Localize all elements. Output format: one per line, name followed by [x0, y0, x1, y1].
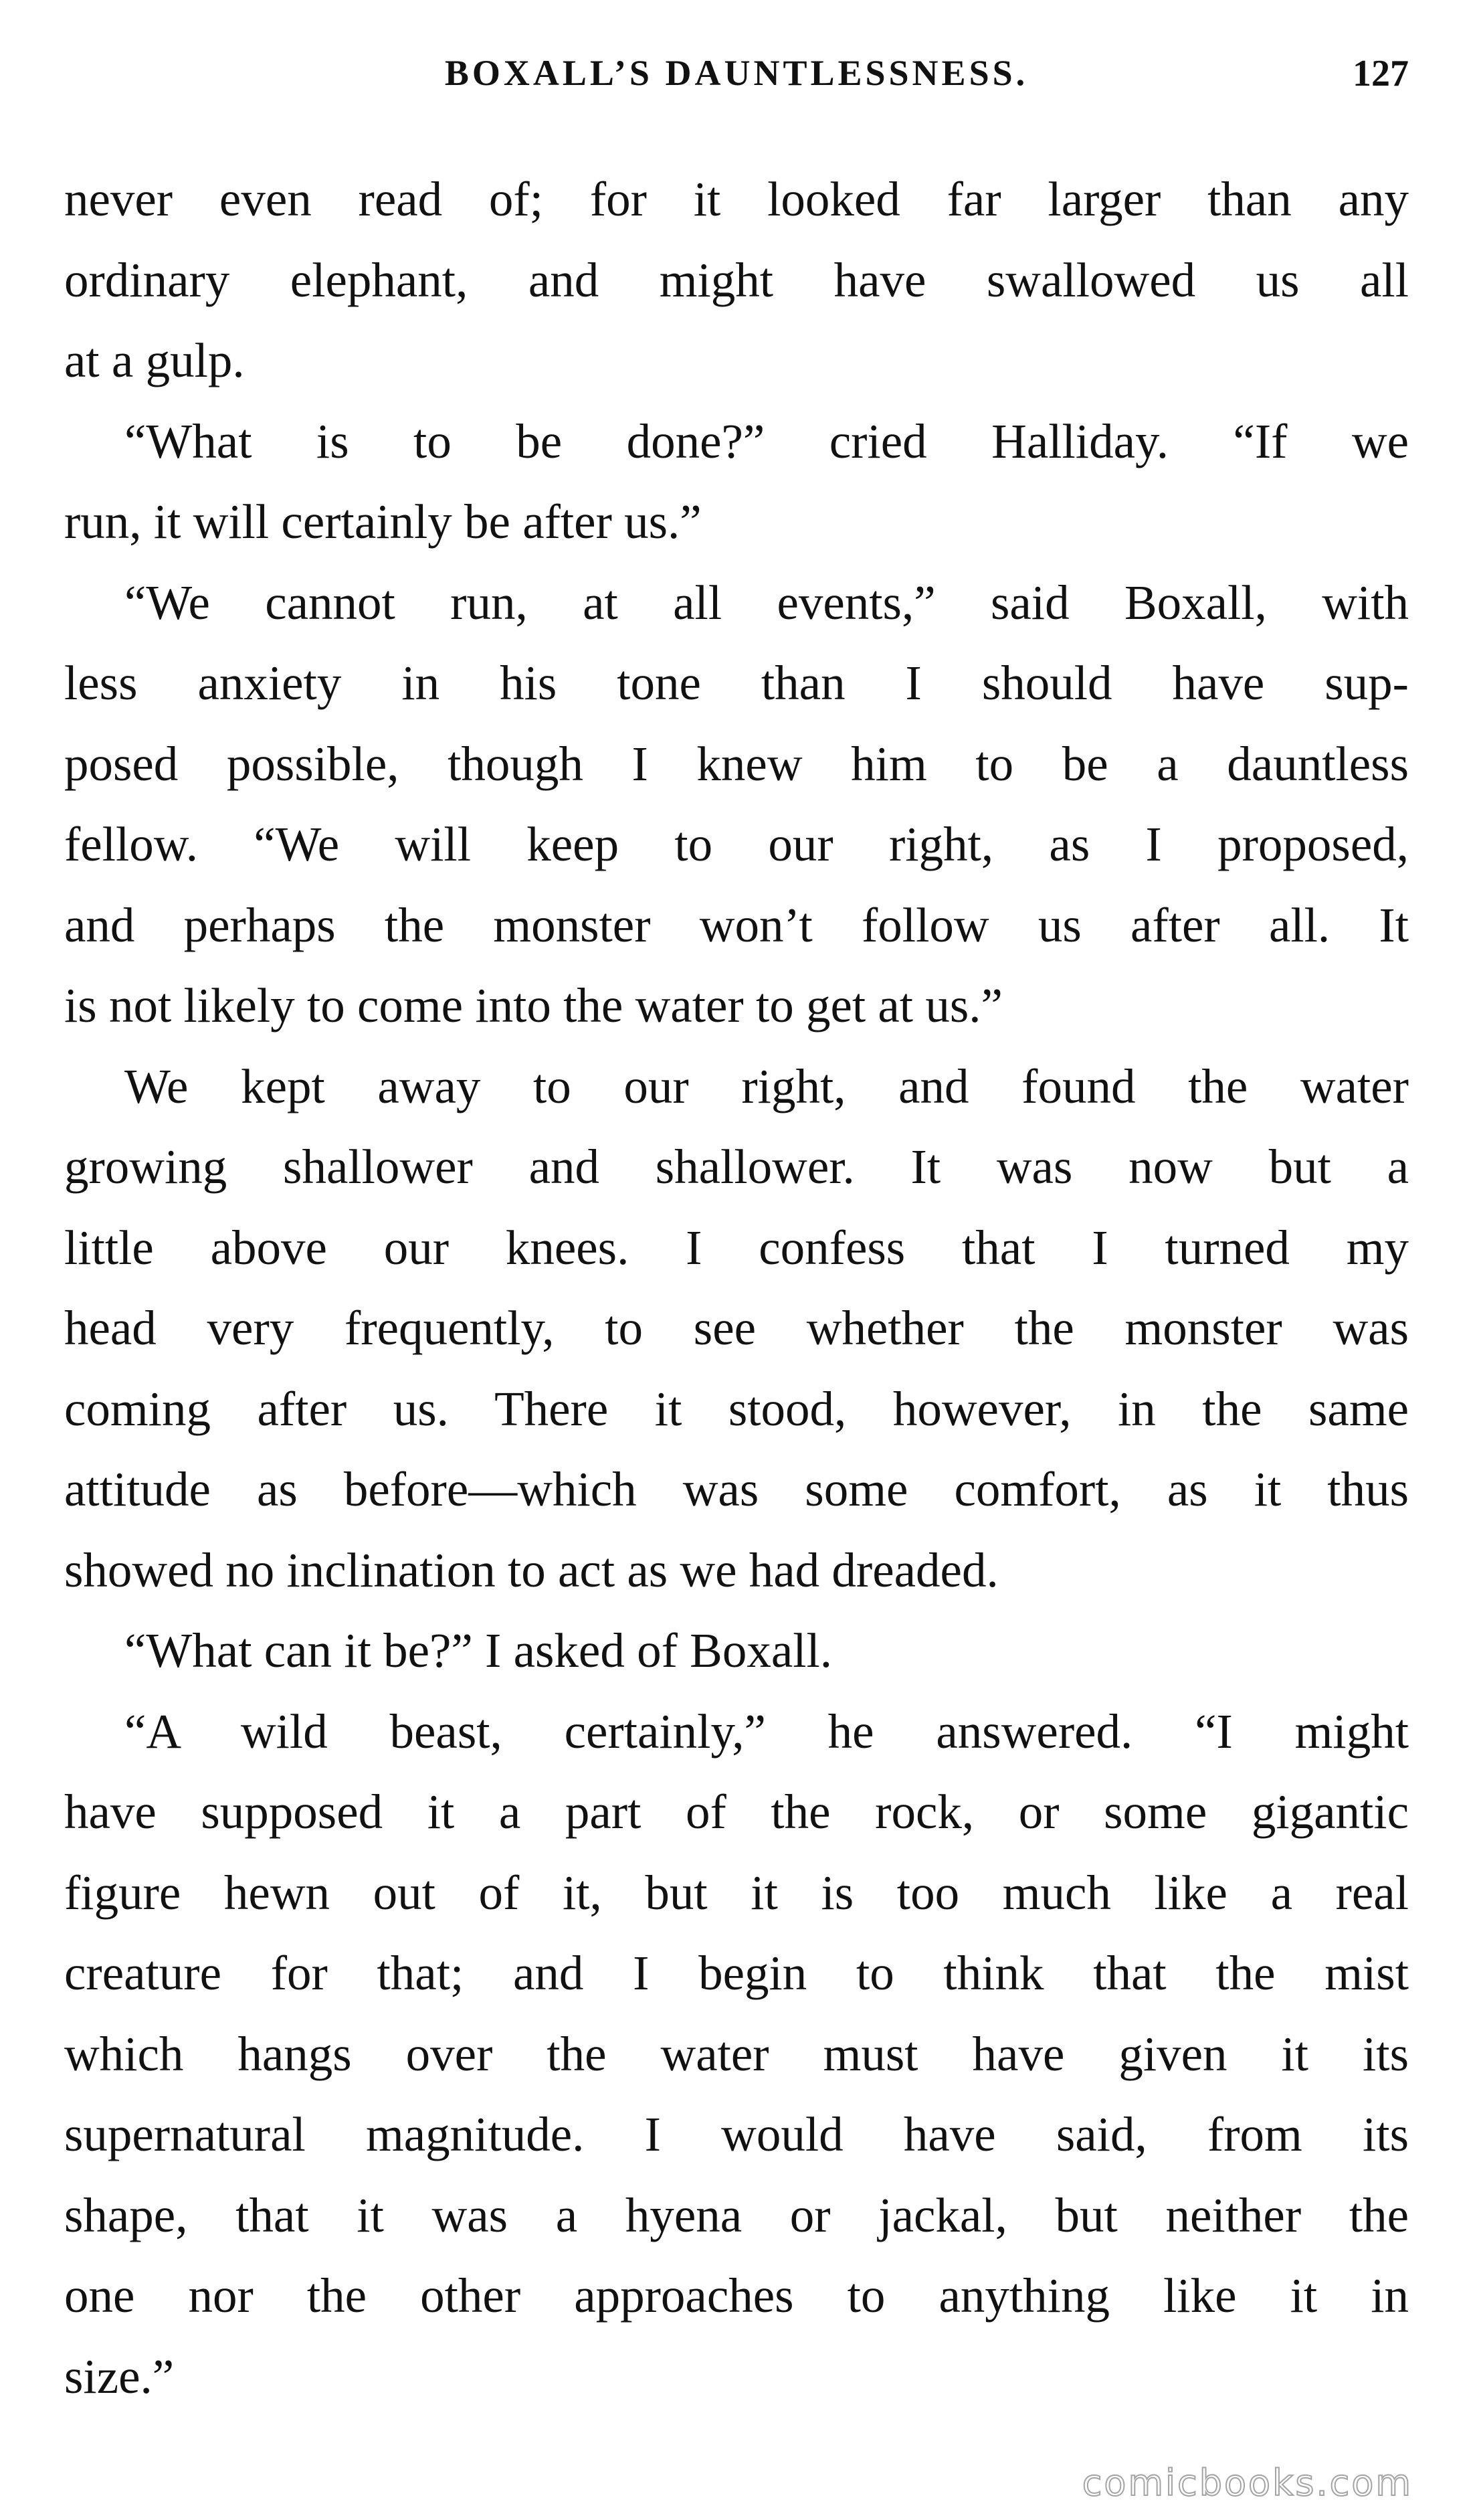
text-line: less anxiety in his tone than I should have sup- — [64, 656, 1409, 710]
text-line: at a gulp. — [64, 333, 245, 387]
watermark: comicbooks.com — [1082, 2462, 1413, 2504]
text-line: “What can it be?” I asked of Boxall. — [124, 1623, 833, 1678]
text-line: shape, that it was a hyena or jackal, but neither the — [64, 2187, 1409, 2242]
text-line: “What is to be done?” cried Halliday. “If we — [124, 414, 1409, 468]
text-line: ordinary elephant, and might have swallowed us all — [64, 252, 1409, 307]
text-line: one nor the other approaches to anything like it in — [64, 2268, 1409, 2323]
text-line: head very frequently, to see whether the monster was — [64, 1301, 1409, 1355]
running-title: BOXALL’S DAUNTLESSNESS. — [444, 53, 1029, 93]
page-number: 127 — [1353, 53, 1409, 94]
paragraph-1 — [64, 159, 1409, 401]
text-line: run, it will certainly be after us.” — [64, 494, 702, 549]
text-line: have supposed it a part of the rock, or some gigantic — [64, 1785, 1409, 1839]
text-line: supernatural magnitude. I would have said, from its — [64, 2107, 1409, 2161]
body-text — [64, 159, 1409, 2417]
text-line: size.” — [64, 2349, 175, 2404]
text-line: creature for that; and I begin to think that the mist — [64, 1946, 1409, 2000]
text-line: never even read of; for it looked far larger than any — [64, 172, 1409, 226]
text-line: We kept away to our right, and found the water — [124, 1059, 1409, 1113]
paragraph-6 — [64, 1692, 1409, 2418]
text-line: posed possible, though I knew him to be a dauntless — [64, 736, 1409, 791]
paragraph-5 — [64, 1611, 1409, 1692]
text-line: which hangs over the water must have given it its — [64, 2026, 1409, 2081]
text-line: growing shallower and shallower. It was now but a — [64, 1140, 1409, 1194]
text-line: coming after us. There it stood, however, in the same — [64, 1381, 1409, 1436]
paragraph-4 — [64, 1047, 1409, 1611]
paragraph-3 — [64, 563, 1409, 1047]
text-line: attitude as before—which was some comfort, as it thus — [64, 1462, 1409, 1516]
running-head — [64, 52, 1409, 112]
text-line: showed no inclination to act as we had dreaded. — [64, 1542, 999, 1597]
text-line: little above our knees. I confess that I turned my — [64, 1220, 1409, 1275]
paragraph-2 — [64, 401, 1409, 563]
text-line: is not likely to come into the water to get at us.” — [64, 978, 1003, 1032]
text-line: fellow. “We will keep to our right, as I proposed, — [64, 817, 1409, 871]
text-line: figure hewn out of it, but it is too much like a real — [64, 1865, 1409, 1920]
text-line: and perhaps the monster won’t follow us after all. It — [64, 897, 1409, 952]
text-line: “We cannot run, at all events,” said Boxall, with — [124, 575, 1409, 630]
text-line: “A wild beast, certainly,” he answered. “I might — [124, 1704, 1409, 1759]
